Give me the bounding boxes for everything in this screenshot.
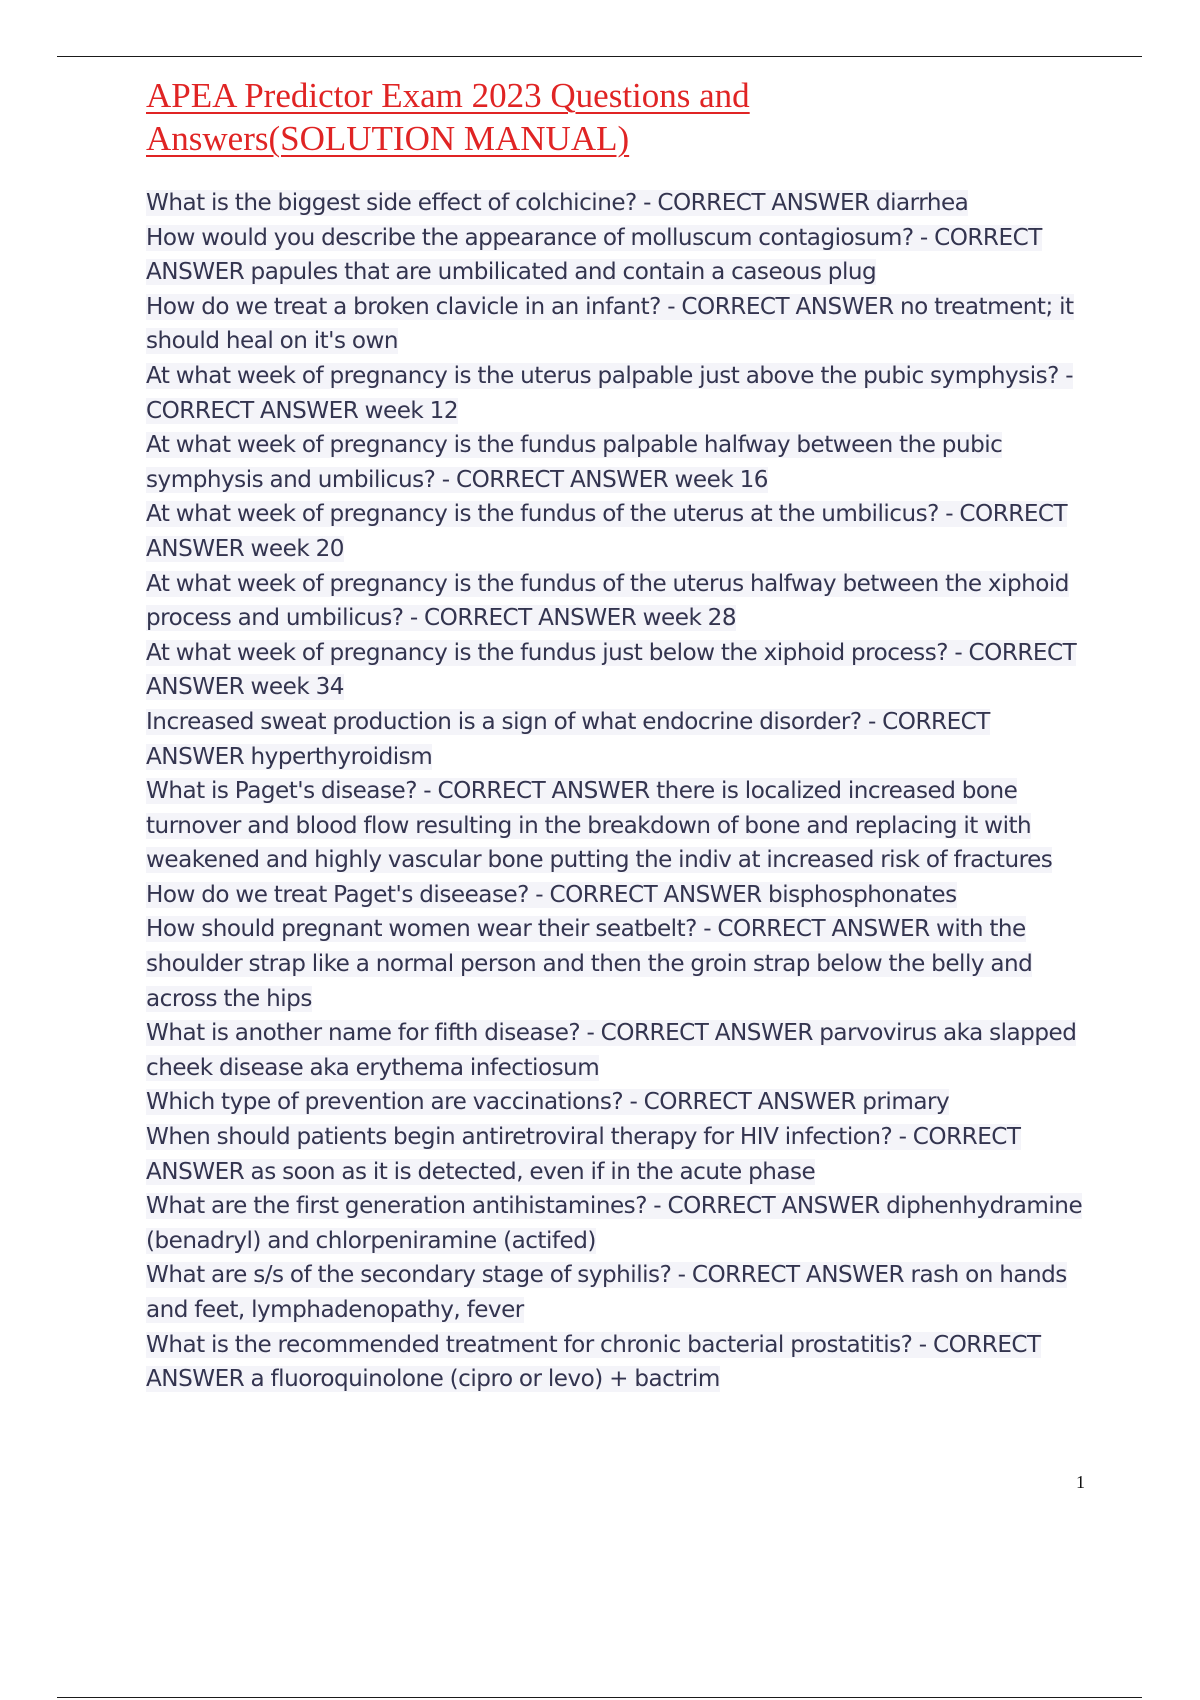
qa-entry xyxy=(146,1120,1091,1189)
qa-entry xyxy=(146,567,1091,636)
qa-entry xyxy=(146,1328,1091,1397)
title-line-2: Answers(SOLUTION MANUAL) xyxy=(146,119,630,158)
qa-text: How do we treat Paget's diseease? - CORRECT ANSWER bisphosphonates xyxy=(146,881,957,908)
qa-text: At what week of pregnancy is the uterus palpable just above the pubic symphysis? - CORRECT ANSWER week 12 xyxy=(146,362,1074,424)
qa-entry xyxy=(146,359,1091,428)
qa-text: How would you describe the appearance of molluscum contagiosum? - CORRECT ANSWER papules that are umbilicated and contain a caseous plug xyxy=(146,224,1042,286)
bottom-rule xyxy=(57,1697,1142,1698)
qa-entry xyxy=(146,221,1091,290)
qa-text: At what week of pregnancy is the fundus palpable halfway between the pubic symphysis and umbilicus? - CORRECT ANSWER week 16 xyxy=(146,432,1003,493)
qa-text: At what week of pregnancy is the fundus of the uterus at the umbilicus? - CORRECT ANSWER week 20 xyxy=(146,501,1068,562)
qa-entry xyxy=(146,428,1091,497)
qa-text: What are the first generation antihistamines? - CORRECT ANSWER diphenhydramine (benadryl) and chlorpeniramine (actifed) xyxy=(146,1193,1083,1254)
qa-text: How should pregnant women wear their seatbelt? - CORRECT ANSWER with the shoulder strap like a normal person and then the groin strap below the belly and across the hips xyxy=(146,916,1033,1012)
qa-text: At what week of pregnancy is the fundus just below the xiphoid process? - CORRECT ANSWER week 34 xyxy=(146,639,1077,701)
qa-text: What is the recommended treatment for chronic bacterial prostatitis? - CORRECT ANSWER a fluoroquinolone (cipro or levo) + bactrim xyxy=(146,1331,1041,1393)
qa-text: What is Paget's disease? - CORRECT ANSWER there is localized increased bone turnover and blood flow resulting in the breakdown of bone and replacing it with weakened and highly vascular bone putting the indiv at increased risk of fractures xyxy=(146,778,1053,874)
qa-text: At what week of pregnancy is the fundus of the uterus halfway between the xiphoid process and umbilicus? - CORRECT ANSWER week 28 xyxy=(146,570,1069,632)
qa-text: Which type of prevention are vaccinations? - CORRECT ANSWER primary xyxy=(146,1089,950,1116)
qa-entry xyxy=(146,705,1091,774)
qa-text: What are s/s of the secondary stage of syphilis? - CORRECT ANSWER rash on hands and feet, lymphadenopathy, fever xyxy=(146,1262,1067,1323)
qa-entry xyxy=(146,636,1091,705)
qa-entry xyxy=(146,912,1091,1016)
qa-entry xyxy=(146,1189,1091,1258)
qa-text: Increased sweat production is a sign of what endocrine disorder? - CORRECT ANSWER hyperthyroidism xyxy=(146,708,990,770)
qa-entry xyxy=(146,1258,1091,1327)
qa-entry xyxy=(146,290,1091,359)
qa-text: How do we treat a broken clavicle in an infant? - CORRECT ANSWER no treatment; it should heal on it's own xyxy=(146,293,1074,355)
qa-entry xyxy=(146,497,1091,566)
qa-entry xyxy=(146,186,1091,221)
qa-entry xyxy=(146,1085,1091,1120)
qa-list xyxy=(146,186,1091,1397)
qa-text: What is another name for fifth disease? - CORRECT ANSWER parvovirus aka slapped cheek disease aka erythema infectiosum xyxy=(146,1020,1077,1081)
qa-entry xyxy=(146,878,1091,913)
qa-entry xyxy=(146,774,1091,878)
qa-text: When should patients begin antiretroviral therapy for HIV infection? - CORRECT ANSWER as soon as it is detected, even if in the acute phase xyxy=(146,1124,1021,1185)
qa-entry xyxy=(146,1016,1091,1085)
title-line-1: APEA Predictor Exam 2023 Questions and xyxy=(146,76,750,115)
top-rule xyxy=(57,56,1142,57)
qa-text: What is the biggest side effect of colchicine? - CORRECT ANSWER diarrhea xyxy=(146,190,969,216)
document-title xyxy=(146,74,906,160)
page-number: 1 xyxy=(1076,1472,1085,1492)
